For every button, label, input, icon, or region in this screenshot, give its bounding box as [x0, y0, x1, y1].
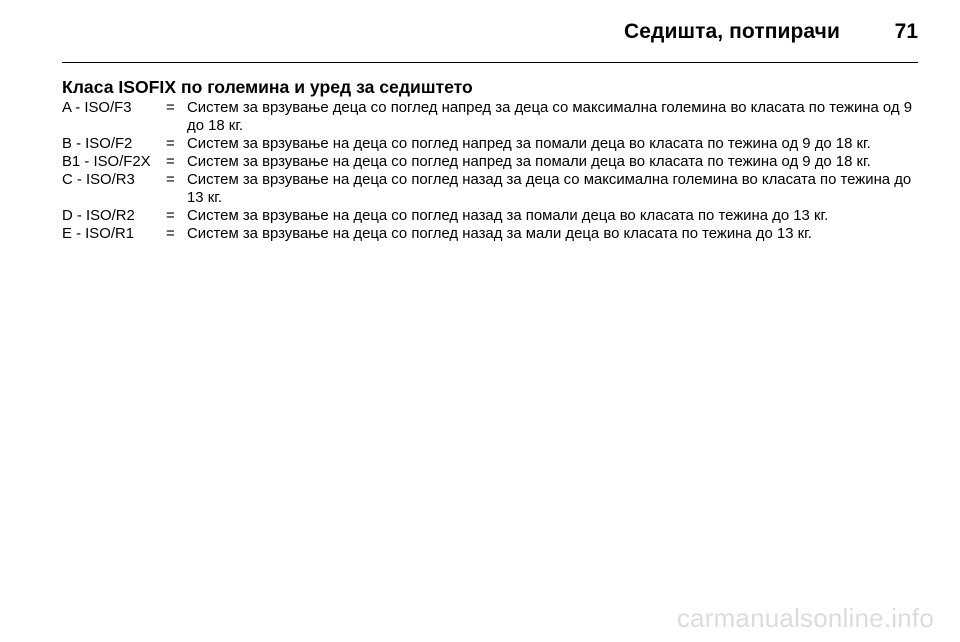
entry-code: E - ISO/R1 — [62, 226, 134, 242]
list-item — [62, 99, 920, 135]
entry-description: Систем за врзување на деца со поглед назад за мали деца во класата по тежина до 13 кг. — [187, 226, 812, 242]
page-number: 71 — [894, 20, 918, 43]
entry-separator: = — [166, 136, 175, 152]
watermark: carmanualsonline.info — [676, 603, 934, 633]
entry-code: B1 - ISO/F2X — [62, 154, 151, 170]
entry-code: D - ISO/R2 — [62, 208, 135, 224]
entry-code: C - ISO/R3 — [62, 172, 135, 188]
section-heading: Класа ISOFIX по големина и уред за седиштето — [62, 77, 473, 97]
entry-separator: = — [166, 208, 175, 224]
entry-code: A - ISO/F3 — [62, 100, 132, 116]
entry-description: Систем за врзување на деца со поглед назад за деца со максимална големина во класата по тежина до 13 кг. — [187, 172, 912, 206]
list-item — [62, 225, 920, 243]
entry-description: Систем за врзување на деца со поглед назад за помали деца во класата по тежина до 13 кг. — [187, 208, 829, 224]
isofix-class-list — [62, 99, 920, 243]
entry-separator: = — [166, 100, 175, 116]
page-header — [62, 14, 918, 50]
list-item — [62, 153, 920, 171]
list-item — [62, 171, 920, 207]
page-title: Седишта, потпирачи — [624, 20, 840, 43]
entry-separator: = — [166, 172, 175, 188]
list-item — [62, 207, 920, 225]
list-item — [62, 135, 920, 153]
entry-separator: = — [166, 226, 175, 242]
entry-separator: = — [166, 154, 175, 170]
entry-description: Систем за врзување на деца со поглед напред за помали деца во класата по тежина од 9 до 18 кг. — [187, 154, 871, 170]
header-divider — [62, 62, 918, 63]
entry-description: Систем за врзување деца со поглед напред за деца со максимална големина во класата по тежина од 9 до 18 кг. — [187, 100, 912, 134]
entry-code: B - ISO/F2 — [62, 136, 133, 152]
entry-description: Систем за врзување на деца со поглед напред за помали деца во класата по тежина од 9 до 18 кг. — [187, 136, 871, 152]
